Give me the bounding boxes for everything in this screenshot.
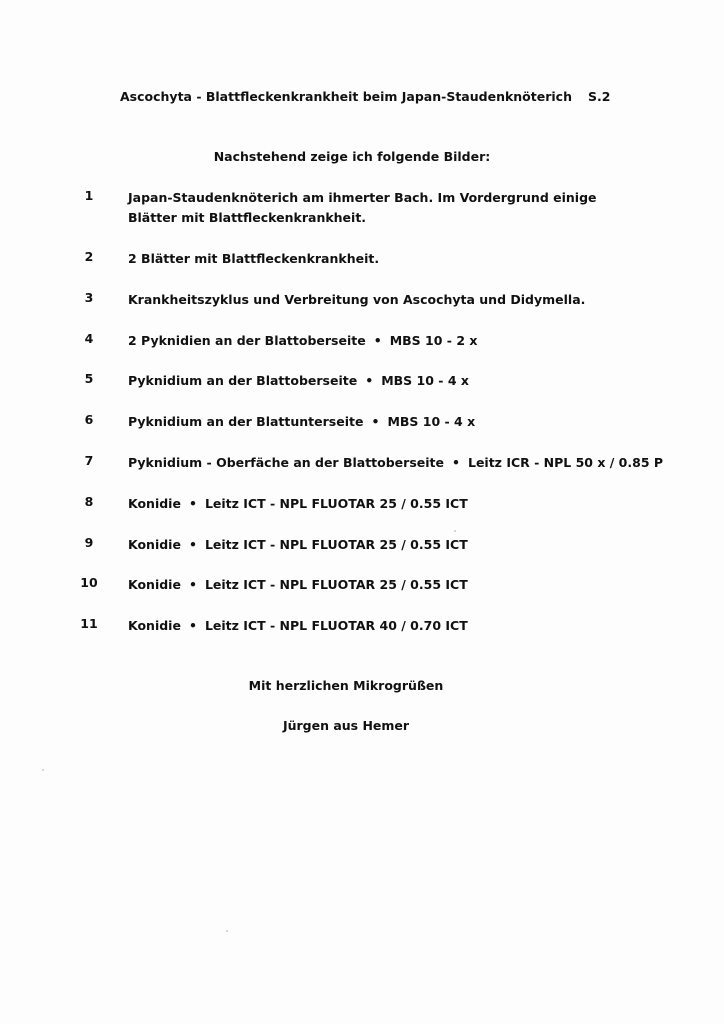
item-detail: MBS 10 - 4 x [387, 414, 476, 429]
item-text: Japan-Staudenknöterich am ihmerter Bach. Im Vordergrund einige Blätter mit Blattfleckenkrankheit. [128, 190, 597, 225]
item-number: 3 [84, 290, 94, 305]
item-number: 1 [84, 188, 94, 203]
item-text: Konidie [128, 577, 181, 592]
closing-greeting: Mit herzlichen Mikrogrüßen [248, 678, 444, 693]
item-text: Pyknidium an der Blattoberseite [128, 373, 358, 388]
item-detail: MBS 10 - 2 x [389, 333, 478, 348]
item-text: Krankheitszyklus und Verbreitung von Ascochyta und Didymella. [128, 292, 586, 307]
item-text: 2 Pyknidien an der Blattoberseite [128, 333, 366, 348]
item-number: 9 [84, 535, 94, 550]
item-number: 5 [84, 371, 94, 386]
item-number: 7 [84, 453, 94, 468]
bullet-separator: • [373, 333, 382, 348]
paper-speck [454, 530, 456, 532]
paper-speck [42, 769, 44, 771]
item-number: 2 [84, 249, 94, 264]
item-text-line [128, 616, 688, 636]
item-text: Konidie [128, 618, 181, 633]
item-detail: MBS 10 - 4 x [381, 373, 469, 388]
bullet-separator: • [188, 496, 197, 511]
item-text: Pyknidium - Oberfäche an der Blattoberseite [128, 455, 444, 470]
page-number: S.2 [587, 89, 611, 104]
bullet-separator: • [188, 618, 197, 633]
item-number: 8 [84, 494, 94, 509]
item-text: Konidie [128, 496, 181, 511]
item-detail: Leitz ICT - NPL FLUOTAR 25 / 0.55 ICT [204, 577, 468, 592]
bullet-separator: • [365, 373, 374, 388]
item-number: 11 [80, 616, 98, 631]
item-text-line [128, 412, 688, 432]
document-title [120, 89, 610, 104]
item-number: 4 [84, 331, 94, 346]
bullet-separator: • [371, 414, 380, 429]
bullet-separator: • [451, 455, 460, 470]
item-number: 6 [84, 412, 94, 427]
intro-text: Nachstehend zeige ich folgende Bilder: [213, 149, 491, 164]
item-text-line [128, 494, 688, 514]
bullet-separator: • [188, 577, 197, 592]
item-text-line [128, 535, 688, 555]
item-text-line [128, 575, 688, 595]
item-text-line [128, 453, 688, 473]
item-text-line [128, 371, 688, 391]
item-text: Pyknidium an der Blattunterseite [128, 414, 364, 429]
paper-speck [226, 930, 228, 932]
item-text: Konidie [128, 537, 181, 552]
item-number: 10 [80, 575, 98, 590]
item-detail: Leitz ICT - NPL FLUOTAR 25 / 0.55 ICT [204, 537, 468, 552]
item-text: 2 Blätter mit Blattfleckenkrankheit. [128, 251, 380, 266]
item-text-line [128, 331, 688, 351]
bullet-separator: • [188, 537, 197, 552]
title-text: Ascochyta - Blattfleckenkrankheit beim Japan-Staudenknöterich [120, 89, 572, 104]
signature: Jürgen aus Hemer [282, 718, 410, 733]
item-detail: Leitz ICT - NPL FLUOTAR 25 / 0.55 ICT [204, 496, 468, 511]
item-detail: Leitz ICT - NPL FLUOTAR 40 / 0.70 ICT [204, 618, 468, 633]
item-detail: Leitz ICR - NPL 50 x / 0.85 P [467, 455, 664, 470]
